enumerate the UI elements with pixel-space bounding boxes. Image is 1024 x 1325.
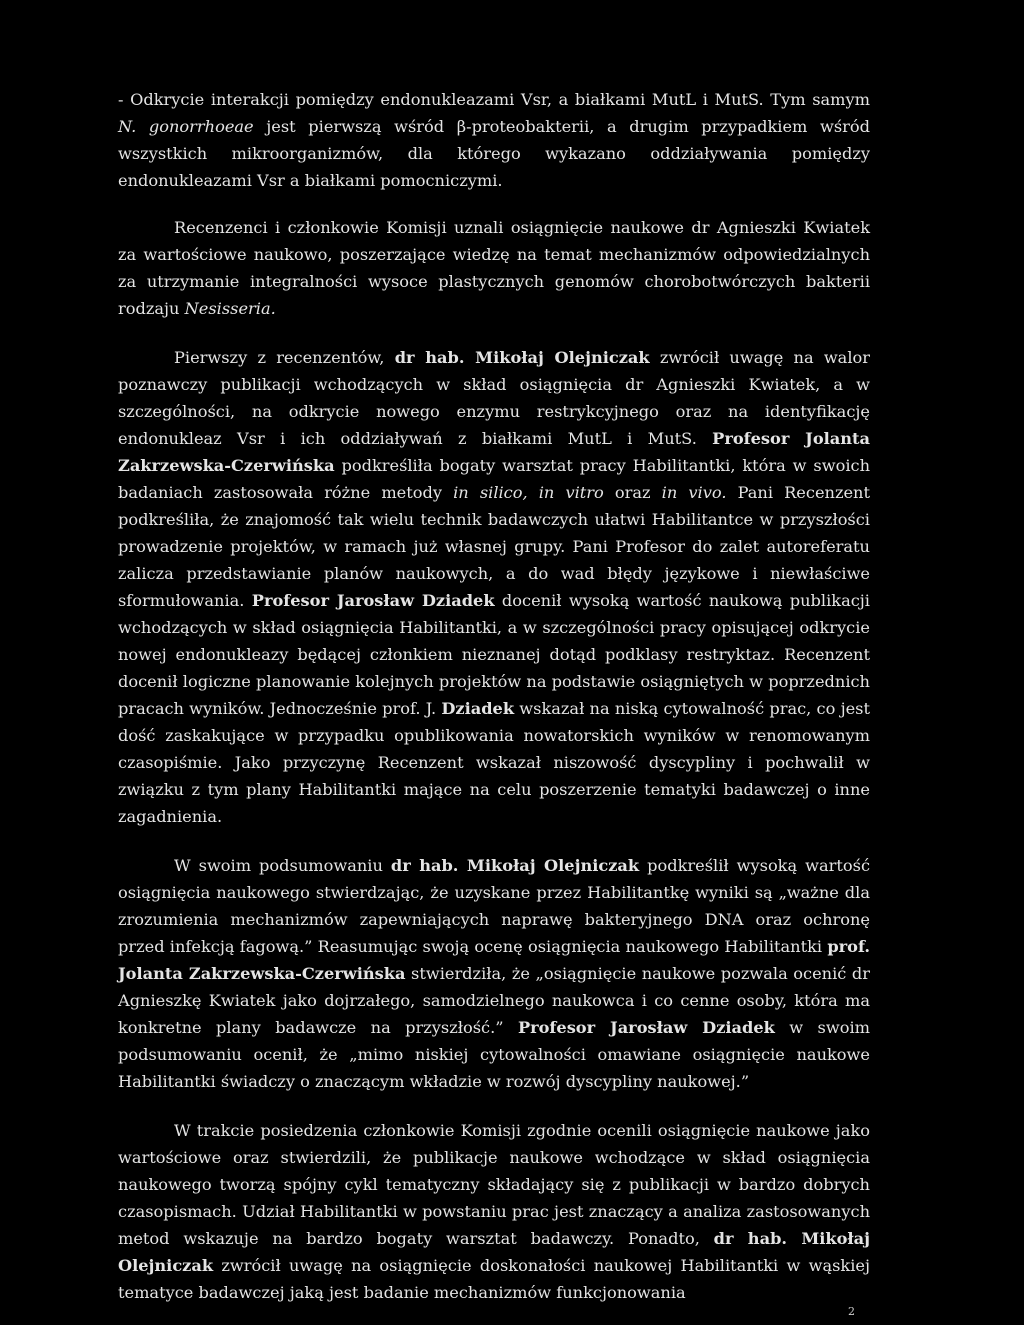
body-text: Pierwszy z recenzentów, [174, 348, 395, 367]
italic-term-text: in silico, in vitro [453, 483, 604, 502]
bold-name-text: dr hab. Mikołaj Olejniczak [390, 856, 640, 875]
paragraph-findings-summary [118, 86, 870, 194]
paragraph-commission-meeting [118, 1117, 870, 1306]
body-text: zwrócił uwagę na osiągnięcie doskonałości naukowej Habilitantki w wąskiej tematyce badawczej jaką jest badanie mechanizmów funkcjonowania [118, 1256, 870, 1302]
italic-term-text: N. gonorrhoeae [118, 117, 254, 136]
bold-name-text: Profesor Jolanta Zakrzewska-Czerwińska [118, 429, 870, 475]
body-text: W trakcie posiedzenia członkowie Komisji zgodnie ocenili osiągnięcie naukowe jako wartościowe oraz stwierdzili, że publikacje naukowe wchodzące w skład osiągnięcia naukowego tworzą spójny cykl tematyczny składający się z publikacji w bardzo dobrych czasopismach. Udział Habilitantki w powstaniu prac jest znaczący a analiza zastosowanych metod wskazuje na bardzo bogaty warsztat badawczy. Ponadto, [118, 1121, 870, 1248]
body-text: w swoim podsumowaniu ocenił, że „mimo niskiej cytowalności omawiane osiągnięcie naukowe Habilitantki świadczy o znaczącym wkładzie w rozwój dyscypliny naukowej.” [118, 1018, 870, 1091]
paragraph-reviewers-opinions [118, 344, 870, 830]
body-text: podkreśliła bogaty warsztat pracy Habilitantki, która w swoich badaniach zastosowała różne metody [118, 456, 870, 502]
italic-term-text: in vivo. [661, 483, 727, 502]
italic-term-text: Nesisseria. [184, 299, 276, 318]
body-text: podkreślił wysoką wartość osiągnięcia naukowego stwierdzając, że uzyskane przez Habilitantkę wyniki są „ważne dla zrozumienia mechanizmów zapewniających naprawę bakteryjnego DNA oraz ochronę przed infekcją fagową.” Reasumując swoją ocenę osiągnięcia naukowego Habilitantki [118, 856, 871, 956]
body-text: wskazał na niską cytowalność prac, co jest dość zaskakujące w przypadku opublikowania nowatorskich wyników w renomowanym czasopiśmie. Jako przyczynę Recenzent wskazał niszowość dyscypliny i pochwalił w związku z tym plany Habilitantki mające na celu poszerzenie tematyki badawczej o inne zagadnienia. [118, 699, 870, 826]
bold-name-text: Profesor Jarosław Dziadek [517, 1018, 775, 1037]
body-text: W swoim podsumowaniu [174, 856, 391, 875]
body-text: oraz [603, 483, 662, 502]
body-text: - Odkrycie interakcji pomiędzy endonukleazami Vsr, a białkami MutL i MutS. Tym samym [118, 90, 870, 109]
body-text: stwierdziła, że „osiągnięcie naukowe pozwala ocenić dr Agnieszkę Kwiatek jako dojrzałego, samodzielnego naukowca i co cenne osoby, która ma konkretne plany badawcze na przyszłość.” [118, 964, 870, 1037]
paragraph-reviewers-summary [118, 852, 870, 1095]
body-text: jest pierwszą wśród β-proteobakterii, a drugim przypadkiem wśród wszystkich mikroorganizmów, dla którego wykazano oddziaływania pomiędzy endonukleazami Vsr a białkami pomocniczymi. [118, 117, 871, 190]
body-text: Recenzenci i członkowie Komisji uznali osiągnięcie naukowe dr Agnieszki Kwiatek za wartościowe naukowo, poszerzające wiedzę na temat mechanizmów odpowiedzialnych za utrzymanie integralności wysoce plastycznych genomów chorobotwórczych bakterii rodzaju [118, 218, 870, 318]
bold-name-text: Profesor Jarosław Dziadek [251, 591, 495, 610]
paragraph-committee-assessment [118, 214, 870, 322]
page-number: 2 [848, 1305, 855, 1318]
bold-name-text: Dziadek [441, 699, 515, 718]
bold-name-text: dr hab. Mikołaj Olejniczak [394, 348, 650, 367]
body-text: zwrócił uwagę na walor poznawczy publikacji wchodzących w skład osiągnięcia dr Agnieszki Kwiatek, a w szczególności, na odkrycie nowego enzymu restrykcyjnego oraz na identyfikację endonukleaz Vsr i ich oddziaływań z białkami MutL i MutS. [118, 348, 870, 448]
body-text: Pani Recenzent podkreśliła, że znajomość tak wielu technik badawczych ułatwi Habilitantce w przyszłości prowadzenie projektów, w ramach już własnej grupy. Pani Profesor do zalet autoreferatu zalicza przedstawianie planów naukowych, a do wad błędy językowe i niewłaściwe sformułowania. [118, 483, 870, 610]
body-text: docenił wysoką wartość naukową publikacji wchodzących w skład osiągnięcia Habilitantki, a w szczególności pracy opisującej odkrycie nowej endonukleazy będącej członkiem nieznanej dotąd podklasy restryktaz. Recenzent docenił logiczne planowanie kolejnych projektów na podstawie osiągniętych w poprzednich pracach wyników. Jednocześnie prof. J. [118, 591, 870, 718]
document-page [118, 86, 870, 1306]
bold-name-text: prof. Jolanta Zakrzewska-Czerwińska [118, 937, 870, 983]
bold-name-text: dr hab. Mikołaj Olejniczak [118, 1229, 870, 1275]
